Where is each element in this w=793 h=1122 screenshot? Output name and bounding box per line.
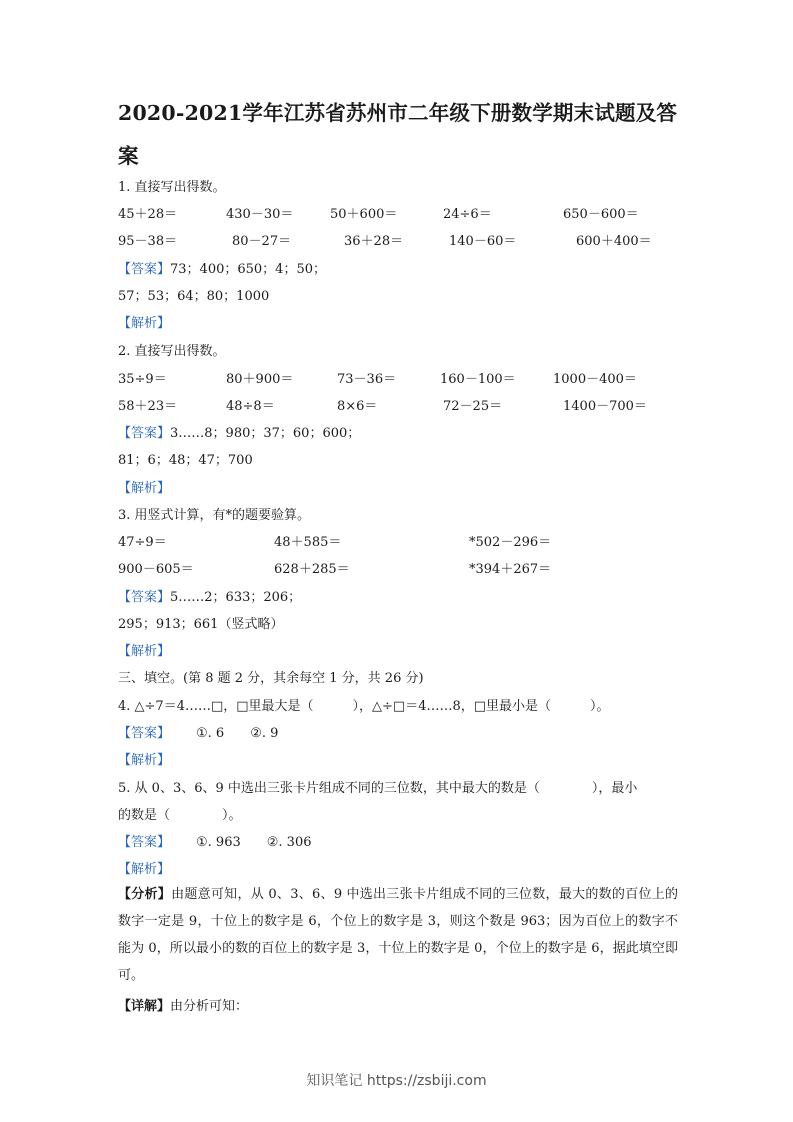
- q2-r2-c1: 58＋23＝: [118, 399, 178, 414]
- q2-r1-c4: 160－100＝: [440, 372, 516, 387]
- q4-answer-text: ①. 6 ②. 9: [196, 726, 279, 741]
- q2-r2-c2: 48÷8＝: [226, 399, 275, 414]
- q5-xiangjie: [118, 998, 248, 1016]
- answer-tag: 【答案】: [118, 590, 171, 605]
- answer-tag: 【答案】: [118, 726, 171, 741]
- q1-r2-c2: 80－27＝: [232, 234, 292, 249]
- q1-r2-c3: 36＋28＝: [344, 234, 404, 249]
- footer-watermark: 知识笔记 https://zsbiji.com: [306, 1073, 487, 1089]
- q2-r1-c3: 73－36＝: [337, 372, 397, 387]
- q1-r2-c5: 600＋400＝: [576, 234, 652, 249]
- fenxi-tag: 【分析】: [118, 887, 172, 902]
- q1-answer: [118, 261, 326, 279]
- answer-tag: 【答案】: [118, 426, 171, 441]
- answer-tag: 【答案】: [118, 835, 171, 850]
- q3-r2-c1: 900－605＝: [118, 562, 194, 577]
- q1-r2-c1: 95－38＝: [118, 234, 178, 249]
- q5-analysis-tag: 【解析】: [118, 862, 171, 877]
- q2-r2-c4: 72－25＝: [443, 399, 503, 414]
- q1-r2-c4: 140－60＝: [449, 234, 517, 249]
- q3-answer: [118, 589, 301, 607]
- q5-fenxi: [118, 881, 678, 989]
- fenxi-text: 由题意可知，从 0、3、6、9 中选出三张卡片组成不同的三位数，最大的数的百位上的数字一定是 9，十位上的数字是 6，个位上的数字是 3，则这个数是 963；因为百位上的数字不能为 0，所以最小的数的百位上的数字是 3，十位上的数字是 0，个位上的数字是 6，据此填空即可。: [118, 887, 678, 983]
- xiangjie-tag: 【详解】: [118, 999, 171, 1014]
- q3-r1-c1: 47÷9＝: [118, 535, 167, 550]
- xiangjie-text: 由分析可知：: [170, 999, 249, 1014]
- q3-r1-c2: 48＋585＝: [274, 535, 342, 550]
- q3-r2-c2: 628＋285＝: [274, 562, 350, 577]
- q3-stem: 3. 用竖式计算，有*的题要验算。: [118, 508, 311, 523]
- q4-stem: 4. △÷7＝4……□，□里最大是（ ），△÷□＝4……8，□里最小是（ ）。: [118, 699, 610, 714]
- q1-stem: 1. 直接写出得数。: [118, 180, 226, 195]
- q1-r1-c3: 50＋600＝: [330, 207, 398, 222]
- q2-analysis-tag: 【解析】: [118, 481, 171, 496]
- q1-r1-c2: 430－30＝: [226, 207, 294, 222]
- q4-answer: [118, 725, 278, 743]
- q2-r1-c5: 1000－400＝: [553, 372, 637, 387]
- q3-answer-line2: 295；913；661（竖式略）: [118, 617, 284, 632]
- q2-stem: 2. 直接写出得数。: [118, 344, 226, 359]
- q2-r1-c1: 35÷9＝: [118, 372, 167, 387]
- q3-answer-line1: 5……2；633；206；: [170, 590, 302, 605]
- page-title: 2020-2021学年江苏省苏州市二年级下册数学期末试题及答案: [118, 101, 678, 168]
- q5-answer-text: ①. 963 ②. 306: [196, 835, 312, 850]
- q1-analysis-tag: 【解析】: [118, 316, 171, 331]
- q2-r1-c2: 80＋900＝: [226, 372, 294, 387]
- q3-analysis-tag: 【解析】: [118, 644, 171, 659]
- section-heading: 三、填空。(第 8 题 2 分，其余每空 1 分，共 26 分): [118, 671, 424, 686]
- q2-r2-c3: 8×6＝: [337, 399, 378, 414]
- q1-answer-line2: 57；53；64；80；1000: [118, 289, 270, 304]
- answer-tag: 【答案】: [118, 262, 171, 277]
- q2-answer-line2: 81；6；48；47；700: [118, 453, 253, 468]
- q2-r2-c5: 1400－700＝: [563, 399, 647, 414]
- q1-r1-c4: 24÷6＝: [443, 207, 492, 222]
- q3-r2-c3: *394＋267＝: [469, 562, 552, 577]
- q4-analysis-tag: 【解析】: [118, 753, 171, 768]
- q5-stem-line2: 的数是（ ）。: [118, 808, 242, 823]
- q2-answer: [118, 425, 360, 443]
- q5-stem-line1: 5. 从 0、3、6、9 中选出三张卡片组成不同的三位数，其中最大的数是（ ），最小: [118, 781, 638, 796]
- q1-r1-c1: 45＋28＝: [118, 207, 178, 222]
- q3-r1-c3: *502－296＝: [469, 535, 552, 550]
- q2-answer-line1: 3……8；980；37；60；600；: [170, 426, 361, 441]
- q1-answer-line1: 73；400；650；4；50；: [170, 262, 326, 277]
- q5-answer: [118, 834, 311, 852]
- q1-r1-c5: 650－600＝: [563, 207, 639, 222]
